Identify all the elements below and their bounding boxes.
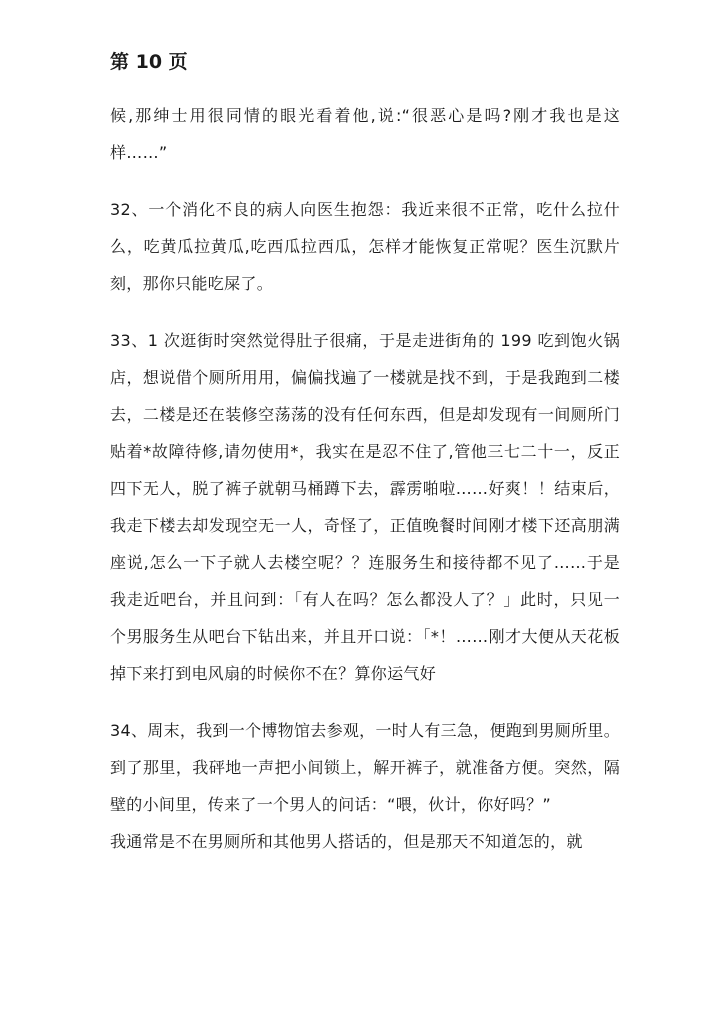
paragraph-joke-34: 34、周末，我到一个博物馆去参观，一时人有三急，便跑到男厕所里。到了那里，我砰地一声把小间锁上，解开裤子，就准备方便。突然，隔壁的小间里，传来了一个男人的问话：“喂，伙计，你好吗？” bbox=[110, 721, 620, 814]
document-page bbox=[110, 40, 620, 860]
paragraph-continuation: 候,那绅士用很同情的眼光看着他,说:“很恶心是吗?刚才我也是这样……” bbox=[110, 106, 620, 162]
paragraph-joke-33: 33、1 次逛街时突然觉得肚子很痛，于是走进街角的 199 吃到饱火锅店，想说借个厕所用用，偏偏找遍了一楼就是找不到，于是我跑到二楼去，二楼是还在装修空荡荡的没有任何东西，但是却发现有一间厕所门贴着*故障待修,请勿使用*，我实在是忍不住了,管他三七二十一，反正四下无人，脱了裤子就朝马桶蹲下去，霹雳啪啦……好爽！！结束后，我走下楼去却发现空无一人，奇怪了，正值晚餐时间刚才楼下还高朋满座说,怎么一下子就人去楼空呢？？连服务生和接待都不见了……于是我走近吧台，并且问到：「有人在吗？怎么都没人了？」此时，只见一个男服务生从吧台下钻出来，并且开口说：「*！……刚才大便从天花板掉下来打到电风扇的时候你不在？算你运气好 bbox=[110, 331, 620, 683]
paragraph-joke-34-continued: 我通常是不在男厕所和其他男人搭话的，但是那天不知道怎的，就 bbox=[110, 832, 583, 851]
paragraph-joke-32: 32、一个消化不良的病人向医生抱怨：我近来很不正常，吃什么拉什么，吃黄瓜拉黄瓜,吃西瓜拉西瓜，怎样才能恢复正常呢？医生沉默片刻，那你只能吃屎了。 bbox=[110, 200, 620, 293]
page-title: 第 10 页 bbox=[110, 51, 188, 73]
